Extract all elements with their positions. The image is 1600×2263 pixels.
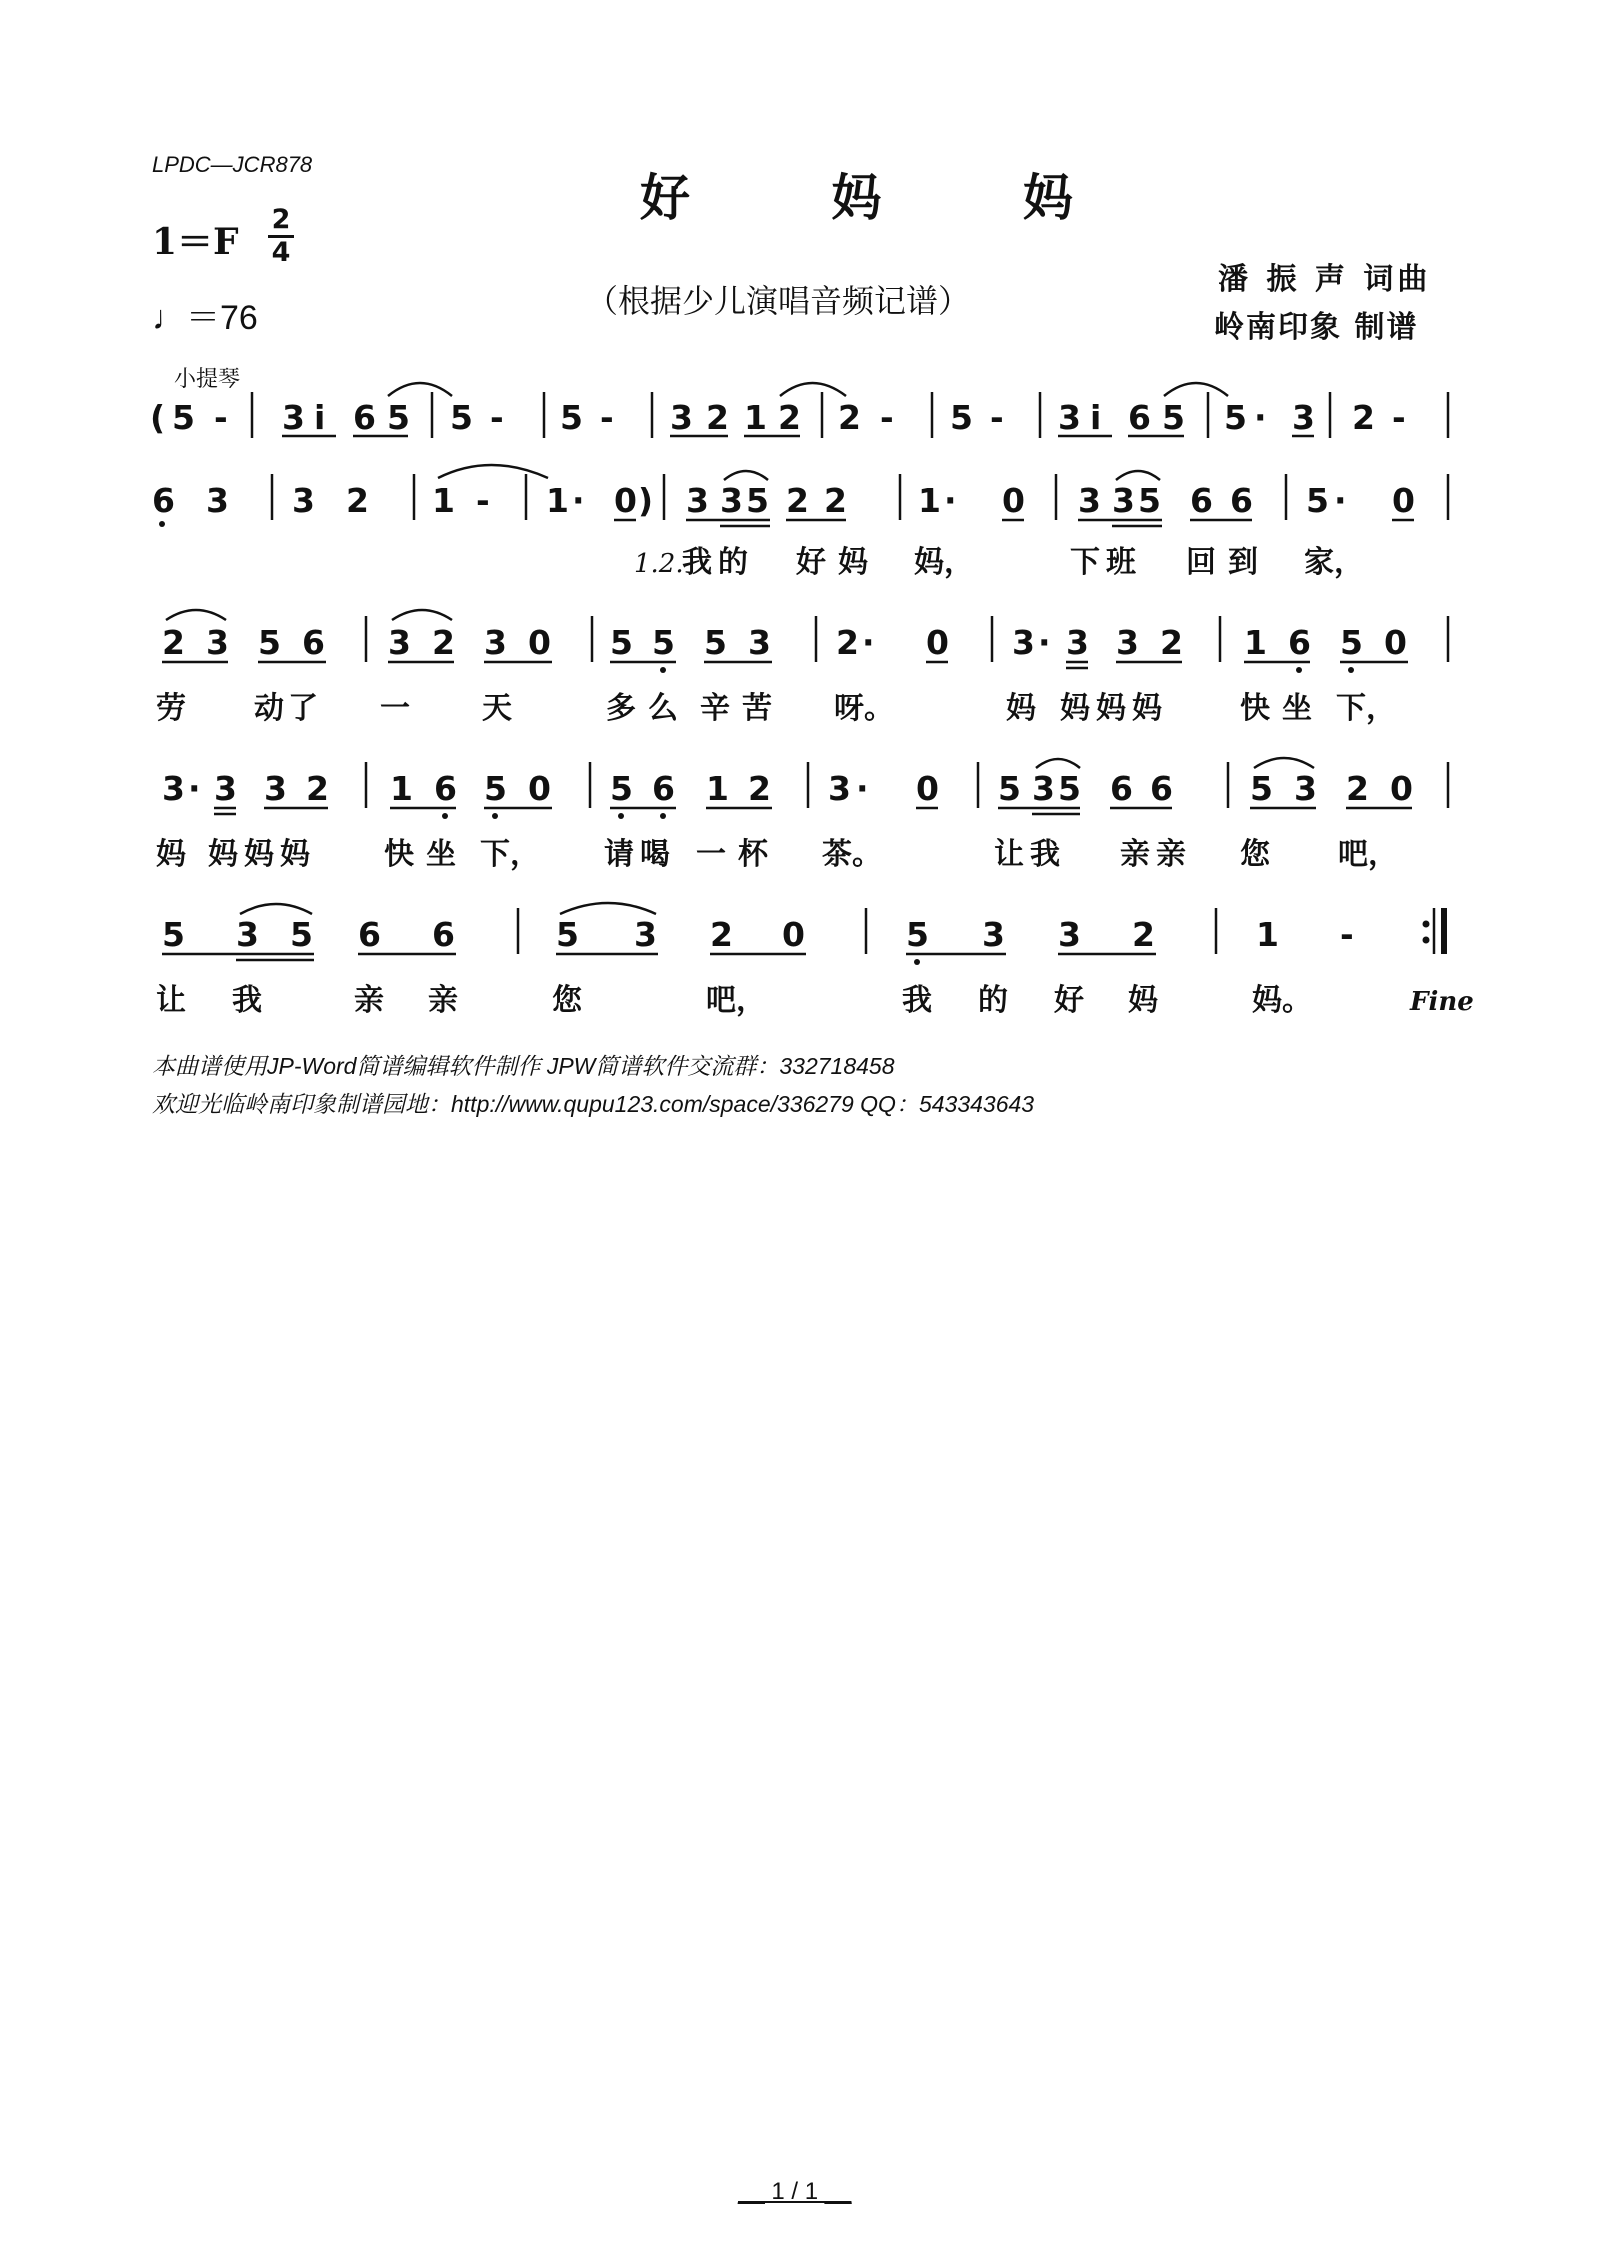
svg-text:3: 3 (1116, 623, 1139, 662)
svg-text:·: · (862, 623, 875, 662)
svg-text:2: 2 (710, 915, 733, 954)
svg-text:5: 5 (746, 481, 769, 520)
svg-text:6: 6 (434, 769, 457, 808)
lyric: 茶。 (822, 837, 882, 872)
lyric: 妈妈妈 (208, 837, 316, 872)
svg-text:3: 3 (1032, 769, 1055, 808)
lyric: 天 (482, 691, 512, 726)
svg-text:3: 3 (1078, 481, 1101, 520)
svg-text:·: · (1334, 481, 1347, 520)
svg-text:5: 5 (484, 769, 507, 808)
subtitle: （根据少儿演唱音频记谱） (586, 282, 971, 320)
svg-text:-: - (600, 398, 614, 437)
svg-text:3: 3 (982, 915, 1005, 954)
svg-text:0: 0 (916, 769, 939, 808)
svg-text:5: 5 (450, 398, 473, 437)
svg-text:1: 1 (918, 481, 941, 520)
lyric: 让 (156, 983, 186, 1018)
composer-credit: 潘 振 声 词曲 (1218, 262, 1432, 297)
svg-text:5: 5 (1250, 769, 1273, 808)
svg-text:6: 6 (1190, 481, 1213, 520)
svg-text:-: - (490, 398, 504, 437)
svg-text:2: 2 (1160, 623, 1183, 662)
lyric: 辛苦 (700, 691, 784, 726)
svg-text:·: · (1038, 623, 1051, 662)
lyric: 好 (1054, 983, 1084, 1018)
svg-text:3: 3 (264, 769, 287, 808)
instrument-label: 小提琴 (174, 367, 241, 392)
lyric: 让我 (994, 837, 1066, 872)
lyric: 的 (978, 983, 1008, 1018)
paren-open: ( (150, 398, 166, 437)
lyric: 吧， (1338, 837, 1398, 872)
svg-text:6: 6 (358, 915, 381, 954)
lyric: 亲 (428, 983, 458, 1018)
svg-text:-: - (990, 398, 1004, 437)
svg-text:3: 3 (748, 623, 771, 662)
tempo-value: ＝76 (186, 299, 258, 337)
svg-text:5: 5 (610, 623, 633, 662)
svg-text:·: · (188, 769, 201, 808)
svg-text:3: 3 (236, 915, 259, 954)
svg-text:6: 6 (1110, 769, 1133, 808)
svg-text:5: 5 (998, 769, 1021, 808)
score-staff (0, 0, 1600, 1020)
lyric: 回到 (1186, 545, 1270, 580)
svg-text:6: 6 (1288, 623, 1311, 662)
svg-text:2: 2 (748, 769, 771, 808)
svg-text:2: 2 (838, 398, 861, 437)
lyric: 我的 (682, 545, 754, 580)
lyric: 多么 (606, 691, 690, 726)
svg-text:1: 1 (706, 769, 729, 808)
svg-text:2: 2 (1352, 398, 1375, 437)
svg-text:2: 2 (162, 623, 185, 662)
lyric: 动了 (254, 691, 322, 726)
lyric: 我 (232, 983, 262, 1018)
svg-text:3: 3 (282, 398, 305, 437)
svg-text:i: i (314, 398, 326, 437)
svg-text:0: 0 (1002, 481, 1025, 520)
svg-text:2: 2 (706, 398, 729, 437)
svg-text:1: 1 (744, 398, 767, 437)
svg-text:2: 2 (824, 481, 847, 520)
svg-text:6: 6 (1128, 398, 1151, 437)
lyric: 妈。 (1252, 983, 1312, 1018)
lyric: 妈 (156, 837, 186, 872)
svg-text:5: 5 (906, 915, 929, 954)
svg-text:5: 5 (1162, 398, 1185, 437)
svg-text:6: 6 (652, 769, 675, 808)
lyric: 请喝 (604, 837, 676, 872)
svg-text:5: 5 (560, 398, 583, 437)
svg-text:6: 6 (152, 481, 175, 520)
lyric: 亲 (354, 983, 384, 1018)
svg-text:·: · (856, 769, 869, 808)
svg-text:3: 3 (1112, 481, 1135, 520)
svg-text:2: 2 (836, 623, 859, 662)
svg-text:3: 3 (686, 481, 709, 520)
time-signature-top: 2 (271, 204, 291, 235)
score-row-3 (150, 610, 1448, 726)
svg-text:1: 1 (1256, 915, 1279, 954)
svg-text:3: 3 (1294, 769, 1317, 808)
svg-text:1: 1 (1244, 623, 1267, 662)
svg-text:0: 0 (1384, 623, 1407, 662)
lyric: 我 (902, 983, 932, 1018)
verse-marker: 1.2. (634, 549, 684, 579)
svg-text:6: 6 (1230, 481, 1253, 520)
svg-text:0: 0 (782, 915, 805, 954)
svg-text:2: 2 (1132, 915, 1155, 954)
svg-text:5: 5 (1306, 481, 1329, 520)
svg-text:3: 3 (1058, 915, 1081, 954)
svg-text:5: 5 (1058, 769, 1081, 808)
svg-text:5: 5 (652, 623, 675, 662)
svg-text:0: 0 (1390, 769, 1413, 808)
lyric: 呀。 (834, 691, 894, 726)
svg-text:3: 3 (206, 481, 229, 520)
lyric: 好妈 (796, 545, 880, 580)
lyric: 妈 (1128, 983, 1158, 1018)
svg-text:5: 5 (950, 398, 973, 437)
svg-text:3: 3 (162, 769, 185, 808)
svg-text:·: · (944, 481, 957, 520)
svg-text:3: 3 (388, 623, 411, 662)
svg-text:3: 3 (484, 623, 507, 662)
fine-mark: Fine (1410, 987, 1474, 1017)
svg-text:-: - (214, 398, 228, 437)
lyric: 亲亲 (1120, 837, 1192, 872)
svg-text:3: 3 (214, 769, 237, 808)
svg-text:3: 3 (828, 769, 851, 808)
lyric: 劳 (156, 691, 186, 726)
svg-text:-: - (476, 481, 490, 520)
svg-text:5: 5 (290, 915, 313, 954)
lyric: 下， (1336, 691, 1396, 726)
svg-text:0: 0 (528, 769, 551, 808)
svg-text:6: 6 (353, 398, 376, 437)
svg-text:5: 5 (258, 623, 281, 662)
svg-text:5: 5 (1138, 481, 1161, 520)
notation-line (150, 653, 153, 654)
svg-text:2: 2 (432, 623, 455, 662)
score-row-2 (150, 465, 1448, 580)
score-row-1 (150, 383, 1448, 438)
lyric: 您 (552, 983, 582, 1018)
svg-text:3: 3 (1012, 623, 1035, 662)
svg-text:0: 0 (614, 481, 637, 520)
lyric: 妈， (914, 545, 974, 580)
svg-text:3: 3 (292, 481, 315, 520)
lyric: 妈妈妈 (1060, 691, 1168, 726)
lyric: 一杯 (696, 837, 780, 872)
lyric: 快坐 (1240, 691, 1324, 726)
svg-text:i: i (1090, 398, 1102, 437)
svg-text:3: 3 (1292, 398, 1315, 437)
lyric: 快坐 (384, 837, 468, 872)
svg-text:5: 5 (387, 398, 410, 437)
svg-text:-: - (880, 398, 894, 437)
svg-text:5: 5 (704, 623, 727, 662)
svg-text:5: 5 (162, 915, 185, 954)
svg-text:2: 2 (1346, 769, 1369, 808)
notation-line (150, 945, 152, 946)
svg-text:3: 3 (670, 398, 693, 437)
notation-line (150, 799, 153, 800)
svg-text:0: 0 (1392, 481, 1415, 520)
arranger-credit: 岭南印象 制谱 (1214, 310, 1419, 345)
song-title: 好 妈 妈 (640, 168, 1135, 227)
svg-text:2: 2 (786, 481, 809, 520)
footer-software-note: 本曲谱使用JP-Word简谱编辑软件制作 JPW简谱软件交流群：332718458 (152, 1053, 895, 1079)
lyric: 妈 (1006, 691, 1036, 726)
svg-text:1: 1 (390, 769, 413, 808)
quarter-note-icon: ♩ (152, 299, 186, 337)
svg-text:3: 3 (1066, 623, 1089, 662)
lyric: 下班 (1070, 545, 1142, 580)
svg-text:3: 3 (720, 481, 743, 520)
svg-text:5: 5 (610, 769, 633, 808)
lyric: 一 (380, 691, 410, 726)
svg-text:1: 1 (432, 481, 455, 520)
svg-text:3: 3 (1058, 398, 1081, 437)
svg-text:): ) (638, 481, 654, 520)
svg-text:·: · (572, 481, 585, 520)
svg-text:5: 5 (556, 915, 579, 954)
lyric: 下， (480, 837, 540, 872)
lyric: 吧， (706, 983, 766, 1018)
svg-text:0: 0 (926, 623, 949, 662)
score-code: LPDC—JCR878 (152, 152, 313, 177)
svg-text:2: 2 (306, 769, 329, 808)
svg-text:-: - (1340, 915, 1354, 954)
svg-text:1: 1 (546, 481, 569, 520)
score-row-4 (150, 758, 1448, 872)
footer-website-note: 欢迎光临岭南印象制谱园地：http://www.qupu123.com/space/336279 QQ：543343643 (152, 1091, 1035, 1117)
svg-text:-: - (1392, 398, 1406, 437)
svg-text:2: 2 (346, 481, 369, 520)
svg-text:6: 6 (302, 623, 325, 662)
svg-text:3: 3 (634, 915, 657, 954)
svg-text:2: 2 (778, 398, 801, 437)
svg-text:0: 0 (528, 623, 551, 662)
lyric: 家， (1304, 545, 1364, 580)
svg-text:5: 5 (1224, 398, 1247, 437)
svg-text:6: 6 (1150, 769, 1173, 808)
svg-text:3: 3 (206, 623, 229, 662)
score-row-5 (150, 903, 1474, 1018)
key-signature: 1＝F (152, 221, 239, 263)
page-number: __ 1 / 1 __ (738, 2178, 852, 2205)
lyric: 您 (1240, 837, 1270, 872)
svg-text:5: 5 (172, 398, 195, 437)
svg-text:5: 5 (1340, 623, 1363, 662)
svg-text:6: 6 (432, 915, 455, 954)
time-signature-bottom: 4 (271, 237, 291, 268)
svg-text:·: · (1254, 398, 1267, 437)
